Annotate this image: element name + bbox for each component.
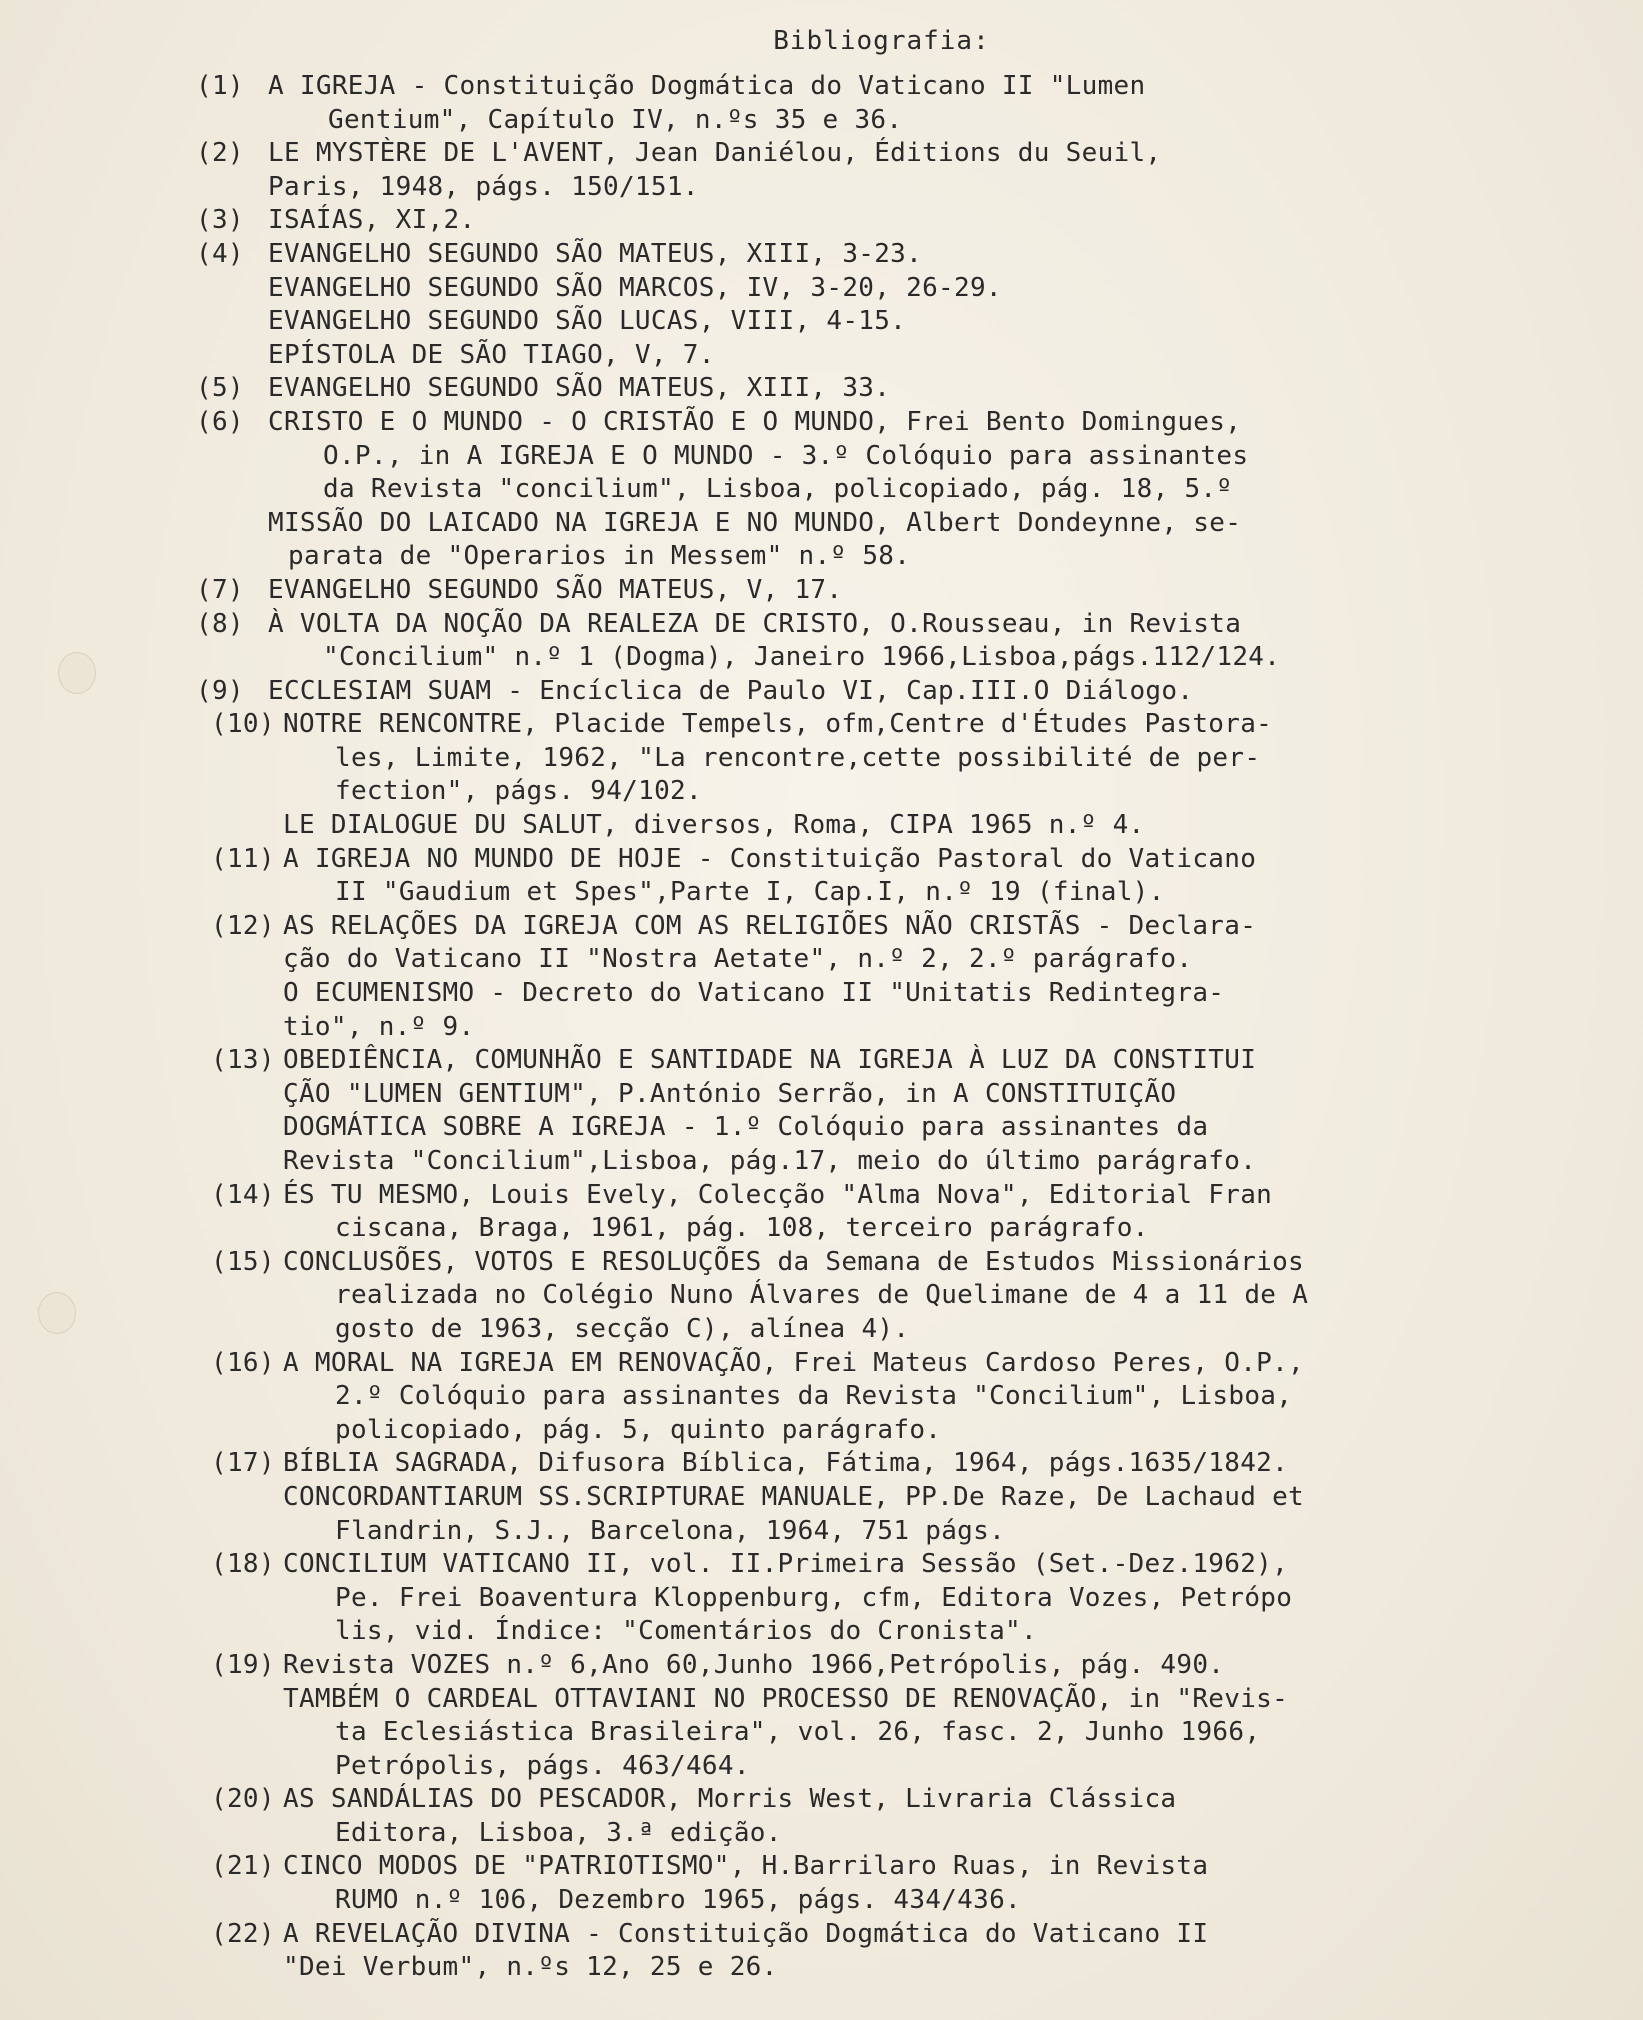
entry-text: LE MYSTÈRE DE L'AVENT, Jean Daniélou, Éditions du Seuil, — [268, 138, 1162, 169]
entry-line — [283, 977, 1518, 1011]
entry-text: CINCO MODOS DE "PATRIOTISMO", H.Barrilaro Ruas, in Revista — [283, 1851, 1209, 1882]
entry-text: Petrópolis, págs. 463/464. — [335, 1750, 750, 1781]
entry-text: NOTRE RENCONTRE, Placide Tempels, ofm,Centre d'Études Pastora- — [283, 709, 1273, 740]
entry-line — [211, 1447, 1518, 1481]
entry-number: (6) — [196, 406, 244, 437]
entry-text: policopiado, pág. 5, quinto parágrafo. — [335, 1414, 942, 1445]
entry-line — [283, 775, 1518, 809]
entry-text: Flandrin, S.J., Barcelona, 1964, 751 págs. — [335, 1515, 1006, 1546]
entry-line — [283, 1279, 1518, 1313]
entry-line — [283, 809, 1518, 843]
entry-text: LE DIALOGUE DU SALUT, diversos, Roma, CIPA 1965 n.º 4. — [283, 810, 1145, 841]
entry-line — [283, 1615, 1518, 1649]
entry-line — [268, 540, 1518, 574]
entry-text: ção do Vaticano II "Nostra Aetate", n.º 2, 2.º parágrafo. — [283, 944, 1193, 975]
entry-number: (13) — [211, 1045, 275, 1076]
bibliography-entry — [211, 1179, 1518, 1246]
entry-number: (3) — [196, 205, 244, 236]
entry-line — [268, 473, 1518, 507]
entry-line — [283, 1145, 1518, 1179]
entry-number: (5) — [196, 373, 244, 404]
entry-text: O.P., in A IGREJA E O MUNDO - 3.º Colóquio para assinantes — [323, 440, 1249, 471]
bibliography-entry — [211, 708, 1518, 842]
entry-line — [283, 1212, 1518, 1246]
entry-text: Pe. Frei Boaventura Kloppenburg, cfm, Editora Vozes, Petrópo — [335, 1582, 1293, 1613]
entry-text: ÉS TU MESMO, Louis Evely, Colecção "Alma Nova", Editorial Fran — [283, 1179, 1273, 1210]
entry-text: gosto de 1963, secção C), alínea 4). — [335, 1313, 910, 1344]
entry-text: 2.º Colóquio para assinantes da Revista "Concilium", Lisboa, — [335, 1381, 1293, 1412]
entry-number: (22) — [211, 1918, 275, 1949]
bibliography-entry — [196, 70, 1518, 137]
entry-text: A IGREJA - Constituição Dogmática do Vaticano II "Lumen — [268, 71, 1146, 101]
entry-line — [196, 137, 1518, 171]
entry-number: (7) — [196, 574, 244, 605]
entry-number: (1) — [196, 71, 244, 101]
entry-line — [283, 1111, 1518, 1145]
bibliography-entry — [196, 238, 1518, 372]
entry-text: AS RELAÇÕES DA IGREJA COM AS RELIGIÕES NÃO CRISTÃS - Declara- — [283, 910, 1257, 941]
bibliography-entry — [196, 574, 1518, 608]
entry-text: À VOLTA DA NOÇÃO DA REALEZA DE CRISTO, O.Rousseau, in Revista — [268, 608, 1242, 639]
bibliography-entry — [211, 1044, 1518, 1178]
bibliography-entry — [196, 372, 1518, 406]
entry-line — [211, 910, 1518, 944]
bibliography-entry — [196, 406, 1518, 574]
entry-line — [268, 171, 1518, 205]
bibliography-entry — [211, 1246, 1518, 1347]
bibliography-entry — [211, 1447, 1518, 1548]
entry-text: realizada no Colégio Nuno Álvares de Quelimane de 4 a 11 de A — [335, 1280, 1309, 1311]
entry-line — [283, 1817, 1518, 1851]
entry-number: (12) — [211, 910, 275, 941]
entry-line — [283, 1716, 1518, 1750]
entry-text: ta Eclesiástica Brasileira", vol. 26, fasc. 2, Junho 1966, — [335, 1717, 1261, 1748]
entry-number: (8) — [196, 608, 244, 639]
entry-line — [196, 238, 1518, 272]
entry-line — [211, 1918, 1518, 1952]
entry-text: da Revista "concilium", Lisboa, policopiado, pág. 18, 5.º — [323, 474, 1233, 505]
entry-line — [268, 104, 1518, 138]
entry-text: O ECUMENISMO - Decreto do Vaticano II "Unitatis Redintegra- — [283, 978, 1225, 1009]
entry-text: BÍBLIA SAGRADA, Difusora Bíblica, Fátima, 1964, págs.1635/1842. — [283, 1448, 1289, 1479]
entry-line — [283, 1582, 1518, 1616]
entry-line — [268, 507, 1518, 541]
entry-line — [211, 1783, 1518, 1817]
bibliography-list — [196, 70, 1518, 1985]
entry-number: (11) — [211, 843, 275, 874]
entry-line — [196, 70, 1518, 104]
entry-line — [268, 641, 1518, 675]
bibliography-entry — [196, 137, 1518, 204]
entry-text: EVANGELHO SEGUNDO SÃO MARCOS, IV, 3-20, 26-29. — [268, 272, 1002, 303]
entry-text: ECCLESIAM SUAM - Encíclica de Paulo VI, Cap.III.O Diálogo. — [268, 675, 1194, 706]
entry-line — [283, 1078, 1518, 1112]
entry-number: (17) — [211, 1448, 275, 1479]
entry-text: Revista "Concilium",Lisboa, pág.17, meio do último parágrafo. — [283, 1146, 1257, 1176]
entry-line — [211, 1649, 1518, 1683]
bibliography-entry — [211, 1649, 1518, 1783]
entry-text: Editora, Lisboa, 3.ª edição. — [335, 1817, 782, 1848]
entry-text: les, Limite, 1962, "La rencontre,cette possibilité de per- — [335, 742, 1261, 773]
entry-number: (19) — [211, 1649, 275, 1680]
entry-line — [283, 1380, 1518, 1414]
entry-text: ÇÃO "LUMEN GENTIUM", P.António Serrão, in A CONSTITUIÇÃO — [283, 1078, 1177, 1109]
entry-number: (18) — [211, 1549, 275, 1580]
entry-text: ciscana, Braga, 1961, pág. 108, terceiro parágrafo. — [335, 1213, 1149, 1244]
entry-text: A REVELAÇÃO DIVINA - Constituição Dogmática do Vaticano II — [283, 1918, 1209, 1949]
entry-line — [283, 1414, 1518, 1448]
entry-text: OBEDIÊNCIA, COMUNHÃO E SANTIDADE NA IGREJA À LUZ DA CONSTITUI — [283, 1045, 1257, 1076]
bibliography-entry — [196, 204, 1518, 238]
entry-line — [211, 843, 1518, 877]
entry-number: (21) — [211, 1851, 275, 1882]
entry-text: CONCORDANTIARUM SS.SCRIPTURAE MANUALE, PP.De Raze, De Lachaud et — [283, 1481, 1305, 1512]
entry-line — [283, 742, 1518, 776]
entry-line — [283, 943, 1518, 977]
entry-text: Gentium", Capítulo IV, n.ºs 35 e 36. — [328, 104, 903, 135]
entry-text: EVANGELHO SEGUNDO SÃO MATEUS, XIII, 3-23. — [268, 238, 923, 269]
entry-text: Paris, 1948, págs. 150/151. — [268, 171, 699, 202]
entry-text: "Dei Verbum", n.ºs 12, 25 e 26. — [283, 1952, 778, 1983]
entry-number: (14) — [211, 1179, 275, 1210]
entry-line — [196, 372, 1518, 406]
entry-line — [283, 1011, 1518, 1045]
entry-text: lis, vid. Índice: "Comentários do Cronista". — [335, 1616, 1037, 1647]
entry-number: (10) — [211, 709, 275, 740]
entry-text: MISSÃO DO LAICADO NA IGREJA E NO MUNDO, Albert Dondeynne, se- — [268, 507, 1242, 538]
entry-text: CONCILIUM VATICANO II, vol. II.Primeira Sessão (Set.-Dez.1962), — [283, 1549, 1289, 1580]
entry-line — [196, 204, 1518, 238]
entry-line — [268, 440, 1518, 474]
entry-number: (20) — [211, 1784, 275, 1815]
entry-number: (2) — [196, 138, 244, 169]
entry-line — [283, 1515, 1518, 1549]
entry-line — [211, 708, 1518, 742]
page-title: Bibliografia: — [773, 26, 990, 56]
bibliography-entry — [211, 910, 1518, 1044]
bibliography-entry — [211, 1850, 1518, 1917]
entry-text: AS SANDÁLIAS DO PESCADOR, Morris West, Livraria Clássica — [283, 1784, 1177, 1815]
entry-number: (15) — [211, 1246, 275, 1277]
entry-number: (16) — [211, 1347, 275, 1378]
entry-number: (9) — [196, 675, 244, 706]
bibliography-entry — [211, 1918, 1518, 1985]
entry-text: "Concilium" n.º 1 (Dogma), Janeiro 1966,Lisboa,págs.112/124. — [323, 642, 1281, 673]
bibliography-entry — [211, 1548, 1518, 1649]
punch-hole-top — [58, 652, 96, 694]
entry-text: DOGMÁTICA SOBRE A IGREJA - 1.º Colóquio para assinantes da — [283, 1112, 1209, 1143]
entry-line — [268, 339, 1518, 373]
entry-line — [268, 272, 1518, 306]
entry-line — [196, 608, 1518, 642]
entry-text: ISAÍAS, XI,2. — [268, 205, 476, 236]
entry-text: Revista VOZES n.º 6,Ano 60,Junho 1966,Petrópolis, pág. 490. — [283, 1649, 1225, 1680]
entry-line — [196, 574, 1518, 608]
entry-line — [211, 1850, 1518, 1884]
entry-text: parata de "Operarios in Messem" n.º 58. — [288, 541, 911, 572]
bibliography-entry — [196, 675, 1518, 709]
entry-text: II "Gaudium et Spes",Parte I, Cap.I, n.º 19 (final). — [335, 877, 1165, 908]
entry-line — [211, 1246, 1518, 1280]
entry-text: CRISTO E O MUNDO - O CRISTÃO E O MUNDO, Frei Bento Domingues, — [268, 406, 1242, 437]
entry-text: A MORAL NA IGREJA EM RENOVAÇÃO, Frei Mateus Cardoso Peres, O.P., — [283, 1347, 1305, 1378]
entry-text: RUMO n.º 106, Dezembro 1965, págs. 434/436. — [335, 1885, 1021, 1916]
entry-text: EVANGELHO SEGUNDO SÃO MATEUS, V, 17. — [268, 574, 843, 605]
entry-line — [196, 675, 1518, 709]
entry-line — [196, 406, 1518, 440]
bibliography-entry — [211, 1783, 1518, 1850]
entry-line — [283, 1313, 1518, 1347]
entry-text: TAMBÉM O CARDEAL OTTAVIANI NO PROCESSO DE RENOVAÇÃO, in "Revis- — [283, 1683, 1289, 1714]
entry-line — [283, 1683, 1518, 1717]
entry-text: CONCLUSÕES, VOTOS E RESOLUÇÕES da Semana de Estudos Missionários — [283, 1246, 1305, 1277]
entry-line — [283, 876, 1518, 910]
entry-line — [283, 1481, 1518, 1515]
entry-line — [211, 1179, 1518, 1213]
entry-text: EPÍSTOLA DE SÃO TIAGO, V, 7. — [268, 339, 715, 370]
punch-hole-bottom — [38, 1292, 76, 1334]
entry-line — [283, 1951, 1518, 1985]
entry-line — [211, 1548, 1518, 1582]
bibliography-entry — [211, 1347, 1518, 1448]
bibliography-entry — [196, 608, 1518, 675]
entry-line — [268, 305, 1518, 339]
entry-text: A IGREJA NO MUNDO DE HOJE - Constituição Pastoral do Vaticano — [283, 843, 1257, 874]
entry-text: EVANGELHO SEGUNDO SÃO LUCAS, VIII, 4-15. — [268, 306, 907, 337]
entry-text: tio", n.º 9. — [283, 1011, 475, 1042]
entry-text: EVANGELHO SEGUNDO SÃO MATEUS, XIII, 33. — [268, 373, 891, 404]
bibliography-entry — [211, 843, 1518, 910]
entry-line — [211, 1347, 1518, 1381]
entry-line — [283, 1750, 1518, 1784]
entry-number: (4) — [196, 238, 244, 269]
entry-line — [211, 1044, 1518, 1078]
entry-text: fection", págs. 94/102. — [335, 776, 702, 807]
entry-line — [283, 1884, 1518, 1918]
